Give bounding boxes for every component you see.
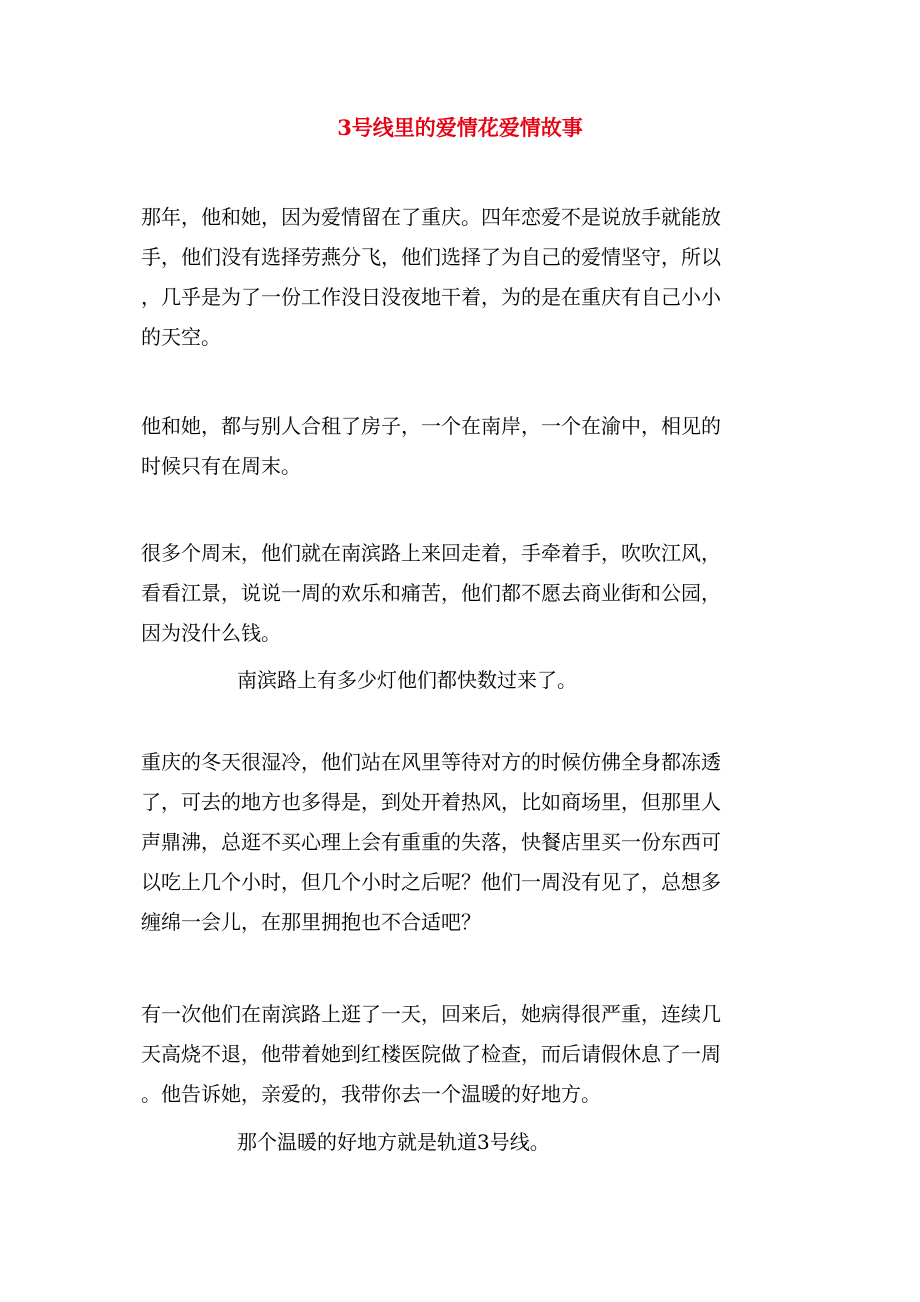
paragraph-line: ，几乎是为了一份工作没日没夜地干着，为的是在重庆有自己小小	[141, 285, 721, 309]
paragraph-line: 以吃上几个小时，但几个小时之后呢？他们一周没有见了，总想多	[141, 870, 721, 894]
paragraph-line: 天高烧不退，他带着她到红楼医院做了检查，而后请假休息了一周	[141, 1042, 721, 1066]
document-title: 3号线里的爱情花爱情故事	[337, 115, 583, 140]
paragraph-6	[141, 994, 781, 1114]
paragraph-line: 因为没什么钱。	[141, 621, 281, 645]
paragraph-2	[141, 406, 781, 486]
paragraph-line: 那年，他和她，因为爱情留在了重庆。四年恋爱不是说放手就能放	[141, 205, 721, 229]
paragraph-line: 的天空。	[141, 325, 221, 349]
paragraph-line: 时候只有在周末。	[141, 454, 301, 478]
paragraph-line: 重庆的冬天很湿冷，他们站在风里等待对方的时候仿佛全身都冻透	[141, 750, 721, 774]
paragraph-line: 手，他们没有选择劳燕分飞，他们选择了为自己的爱情坚守，所以	[141, 245, 721, 269]
paragraph-5	[141, 742, 781, 942]
paragraph-line: 很多个周末，他们就在南滨路上来回走着，手牵着手，吹吹江风，	[141, 541, 721, 565]
paragraph-1	[141, 197, 781, 357]
paragraph-line: 了，可去的地方也多得是，到处开着热风，比如商场里，但那里人	[141, 790, 721, 814]
paragraph-line: 声鼎沸，总逛不买心理上会有重重的失落，快餐店里买一份东西可	[141, 830, 721, 854]
paragraph-line: 南滨路上有多少灯他们都快数过来了。	[237, 668, 577, 692]
paragraph-line: 。他告诉她，亲爱的，我带你去一个温暖的好地方。	[141, 1082, 601, 1106]
paragraph-4	[141, 660, 781, 700]
paragraph-line: 他和她，都与别人合租了房子，一个在南岸，一个在渝中，相见的	[141, 414, 721, 438]
paragraph-line: 看看江景，说说一周的欢乐和痛苦，他们都不愿去商业街和公园，	[141, 581, 721, 605]
paragraph-line: 那个温暖的好地方就是轨道3号线。	[237, 1130, 550, 1154]
paragraph-line: 缠绵一会儿，在那里拥抱也不合适吧？	[141, 910, 481, 934]
paragraph-7	[141, 1122, 781, 1162]
paragraph-3	[141, 533, 781, 653]
paragraph-line: 有一次他们在南滨路上逛了一天，回来后，她病得很严重，连续几	[141, 1002, 721, 1026]
